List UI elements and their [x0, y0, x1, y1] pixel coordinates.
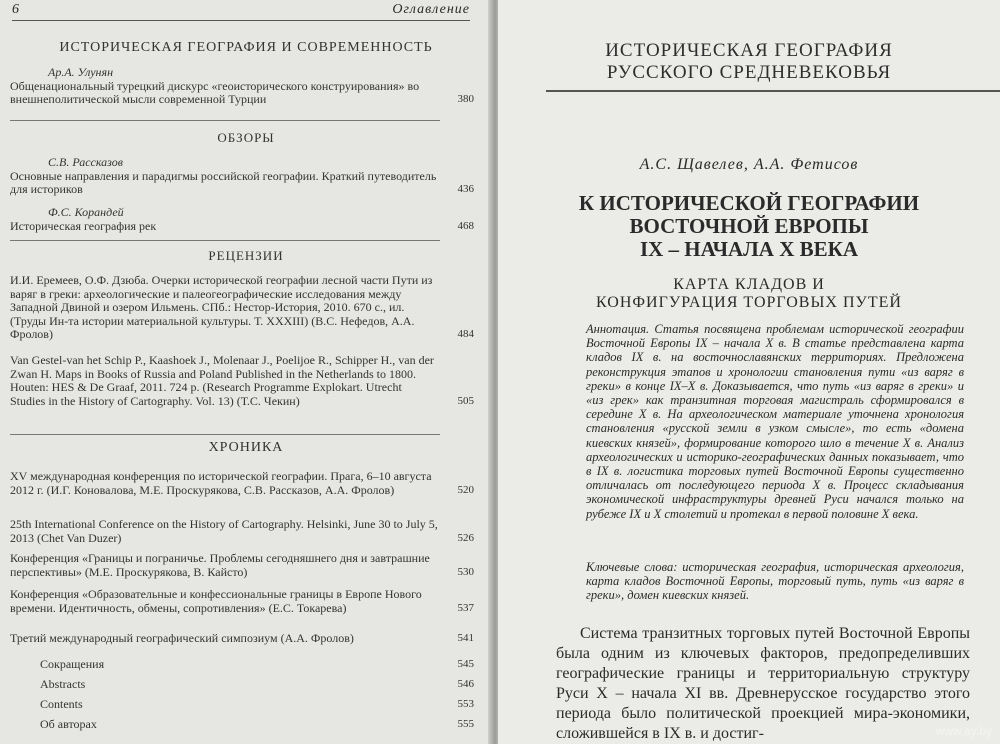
toc-entry [10, 354, 474, 408]
article-abstract: Аннотация. Статья посвящена проблемам исторической географии Восточной Европы IX – начала X в. В статье представлена карта кладов IX в. на восточнославянских территориях. Предложена реконструкция этапов и хронологии становления пути «из варяг в греки» в конце IX–X в. Доказывается, что путь «из варяг в греки» и «из грек» как транзитная торговая магистраль сформировался в середине X в. На археологическом материале уточнена хронология становления «русской земли в узком смысле», то есть «домена киевских князей», формирование которого шло в течение X в. Анализ археологических и историко-географических данных показывает, что в IX в. логистика торговых путей Восточной Европы существенно отличалась от последующего периода X в. Процесс складывания экономической инфраструктуры древней Руси начался только на рубеже IX и X столетий и протекал в первой половине X века. [586, 322, 964, 521]
section-heading: ОБЗОРЫ [217, 130, 275, 145]
toc-entry [10, 632, 474, 646]
toc-title: Contents [40, 697, 83, 711]
article-keywords: Ключевые слова: историческая география, историческая археология, карта кладов Восточной Европы, торговый путь, путь «из варяг в греки», домен киевских князей. [586, 560, 964, 603]
article-title-line: IX – НАЧАЛА X ВЕКА [639, 237, 859, 261]
toc-author: Ф.С. Корандей [48, 205, 124, 219]
toc-title: Общенациональный турецкий дискурс «геоисторического конструирования» во внешнеполитической мысли современной Турции [10, 78, 420, 106]
toc-title: Van Gestel-van het Schip P., Kaashoek J., Molenaar J., Poelijoe R., Schipper H., van der Zwan H. Maps in Books of Russia and Poland Published in the Netherlands to 1800. Houten: HES & De Graaf, 2011. 724 p. (Research Programme Explokart. Utrecht Studies in the History of Cartography. Vol. 13) (Т.С. Чекин) [10, 353, 434, 408]
toc-page: 530 [457, 565, 474, 578]
running-title: Оглавление [392, 2, 470, 17]
section-heading: ИСТОРИЧЕСКАЯ ГЕОГРАФИЯ И СОВРЕМЕННОСТЬ [59, 40, 433, 55]
divider [10, 434, 440, 435]
toc-entry [10, 552, 474, 579]
section-title-line: ИСТОРИЧЕСКАЯ ГЕОГРАФИЯ [605, 40, 893, 61]
article-subtitle-line: КАРТА КЛАДОВ И [673, 276, 825, 293]
section-heading: ХРОНИКА [208, 440, 284, 455]
toc-page: 545 [457, 658, 474, 670]
running-header [12, 2, 470, 21]
right-page-article [498, 0, 1000, 744]
toc-page: 484 [457, 328, 474, 340]
toc-title: Основные направления и парадигмы российской географии. Краткий путеводитель для историков [10, 168, 437, 196]
divider [10, 120, 440, 121]
toc-page: 526 [457, 531, 474, 544]
page-number: 6 [12, 2, 19, 17]
watermark: www.ay.by [935, 724, 992, 738]
toc-page: 546 [457, 678, 474, 690]
toc-entry [10, 274, 474, 342]
toc-entry [10, 518, 474, 545]
toc-entry [40, 658, 474, 672]
toc-page: 553 [457, 698, 474, 710]
toc-page: 555 [457, 718, 474, 730]
section-title-line: РУССКОГО СРЕДНЕВЕКОВЬЯ [606, 62, 892, 83]
toc-entry [10, 470, 474, 497]
toc-title: И.И. Еремеев, О.Ф. Дзюба. Очерки исторической географии лесной части Пути из варяг в греки: археологические и палеогеографические исследования между Западной Двиной и озером Ильмень. СПб.: Нестор-История, 2010. 670 с., ил. (Труды Ин-та истории материальной культуры. Т. XXXIII) (В.С. Нефедов, А.А. Фролов) [10, 273, 433, 341]
toc-title: Конференция «Границы и пограничье. Проблемы сегодняшнего дня и завтрашние перспективы» (М.Е. Проскурякова, В. Кайсто) [10, 551, 430, 579]
toc-entry [10, 156, 474, 197]
article-title [498, 192, 1000, 261]
article-subtitle [498, 276, 1000, 312]
article-subtitle-line: КОНФИГУРАЦИЯ ТОРГОВЫХ ПУТЕЙ [596, 294, 902, 311]
toc-title: 25th International Conference on the History of Cartography. Helsinki, June 30 to July 5, 2013 (Chet Van Duzer) [10, 517, 438, 545]
toc-page: 541 [457, 632, 474, 644]
divider [10, 240, 440, 241]
left-page-contents [0, 0, 492, 744]
toc-author: С.В. Рассказов [48, 155, 123, 169]
toc-entry [10, 66, 474, 107]
toc-title: Историческая география рек [10, 218, 157, 233]
toc-page: 468 [457, 219, 474, 232]
article-title-line: К ИСТОРИЧЕСКОЙ ГЕОГРАФИИ [578, 191, 920, 215]
toc-author: Ар.А. Улунян [48, 65, 114, 79]
article-body: Система транзитных торговых путей Восточной Европы была одним из ключевых факторов, предопределивших географические границы и территориальную структуру Руси X – начала XI вв. Древнерусское государство этого периода было политической проекцией мира-экономики, сложившейся в IX в. и достиг- [556, 625, 970, 742]
toc-entry [40, 678, 474, 692]
toc-entry [10, 588, 474, 615]
toc-page: 505 [457, 394, 474, 407]
section-title [498, 40, 1000, 84]
section-heading: РЕЦЕНЗИИ [208, 248, 284, 263]
toc-entry [40, 698, 474, 712]
toc-title: Конференция «Образовательные и конфессиональные границы в Европе Нового времени. Идентичность, обмены, сопротивления» (Е.С. Токарева) [10, 587, 422, 615]
title-rule [546, 90, 1000, 92]
toc-title: Об авторах [40, 717, 97, 731]
toc-page: 436 [457, 183, 474, 195]
toc-entry [40, 718, 474, 732]
toc-page: 380 [457, 93, 474, 105]
toc-title: Сокращения [40, 657, 105, 671]
toc-title: Третий международный географический симпозиум (А.А. Фролов) [10, 631, 354, 645]
article-authors: А.С. Щавелев, А.А. Фетисов [639, 156, 859, 173]
article-title-line: ВОСТОЧНОЙ ЕВРОПЫ [629, 214, 869, 238]
toc-page: 520 [457, 483, 474, 496]
toc-entry [10, 206, 474, 233]
toc-page: 537 [457, 601, 474, 614]
toc-title: Abstracts [40, 677, 86, 691]
toc-title: XV международная конференция по исторической географии. Прага, 6–10 августа 2012 г. (И.Г. Коновалова, М.Е. Проскурякова, С.В. Рассказов, А.А. Фролов) [10, 469, 432, 497]
